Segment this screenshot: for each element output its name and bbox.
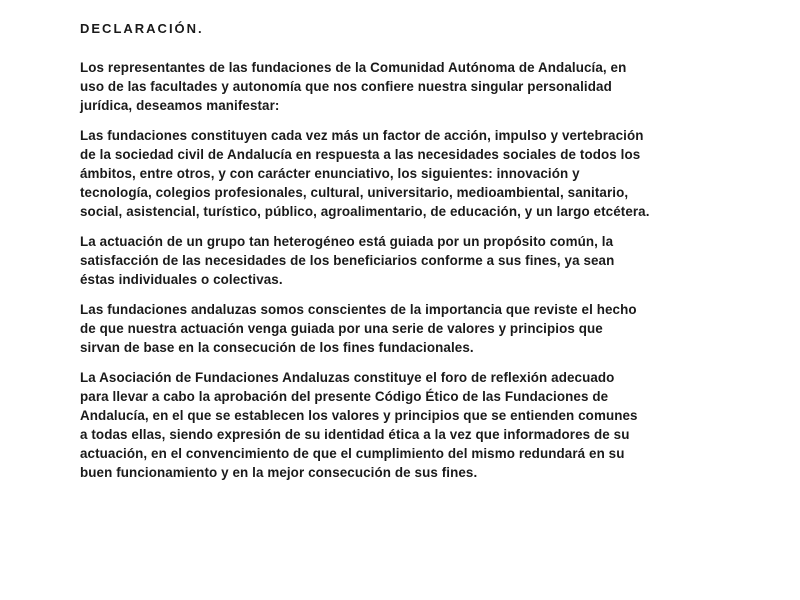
paragraph-line: Andalucía, en el que se establecen los valores y principios que se entienden comunes (80, 408, 638, 423)
paragraph-line: Las fundaciones andaluzas somos conscientes de la importancia que reviste el hecho (80, 302, 637, 317)
paragraph-line: La actuación de un grupo tan heterogéneo está guiada por un propósito común, la (80, 234, 614, 249)
paragraph-codigo-etico (80, 368, 740, 482)
paragraph-line: actuación, en el convencimiento de que el cumplimiento del mismo redundará en su (80, 446, 625, 461)
paragraph-line: a todas ellas, siendo expresión de su identidad ética a la vez que informadores de su (80, 427, 630, 442)
document-heading: DECLARACIÓN. (80, 21, 204, 36)
paragraph-line: uso de las facultades y autonomía que nos confiere nuestra singular personalidad (80, 79, 612, 94)
paragraph-valores-principios (80, 300, 740, 357)
paragraph-line: jurídica, deseamos manifestar: (80, 98, 280, 113)
paragraph-fundaciones-factor (80, 126, 740, 221)
paragraph-line: para llevar a cabo la aprobación del presente Código Ético de las Fundaciones de (80, 389, 609, 404)
paragraph-line: ámbitos, entre otros, y con carácter enunciativo, los siguientes: innovación y (80, 166, 580, 181)
paragraph-proposito-comun (80, 232, 740, 289)
paragraph-line: Los representantes de las fundaciones de la Comunidad Autónoma de Andalucía, en (80, 60, 627, 75)
paragraph-line: buen funcionamiento y en la mejor consecución de sus fines. (80, 465, 478, 480)
paragraph-line: tecnología, colegios profesionales, cultural, universitario, medioambiental, sanitario, (80, 185, 629, 200)
paragraph-line: satisfacción de las necesidades de los beneficiarios conforme a sus fines, ya sean (80, 253, 615, 268)
paragraph-line: sirvan de base en la consecución de los fines fundacionales. (80, 340, 474, 355)
paragraph-line: éstas individuales o colectivas. (80, 272, 283, 287)
paragraph-line: de la sociedad civil de Andalucía en respuesta a las necesidades sociales de todos los (80, 147, 641, 162)
paragraph-line: de que nuestra actuación venga guiada por una serie de valores y principios que (80, 321, 603, 336)
paragraph-line: social, asistencial, turístico, público, agroalimentario, de educación, y un largo etcétera. (80, 204, 650, 219)
paragraph-manifest-intro (80, 58, 740, 115)
paragraph-line: La Asociación de Fundaciones Andaluzas constituye el foro de reflexión adecuado (80, 370, 615, 385)
paragraph-line: Las fundaciones constituyen cada vez más un factor de acción, impulso y vertebración (80, 128, 644, 143)
